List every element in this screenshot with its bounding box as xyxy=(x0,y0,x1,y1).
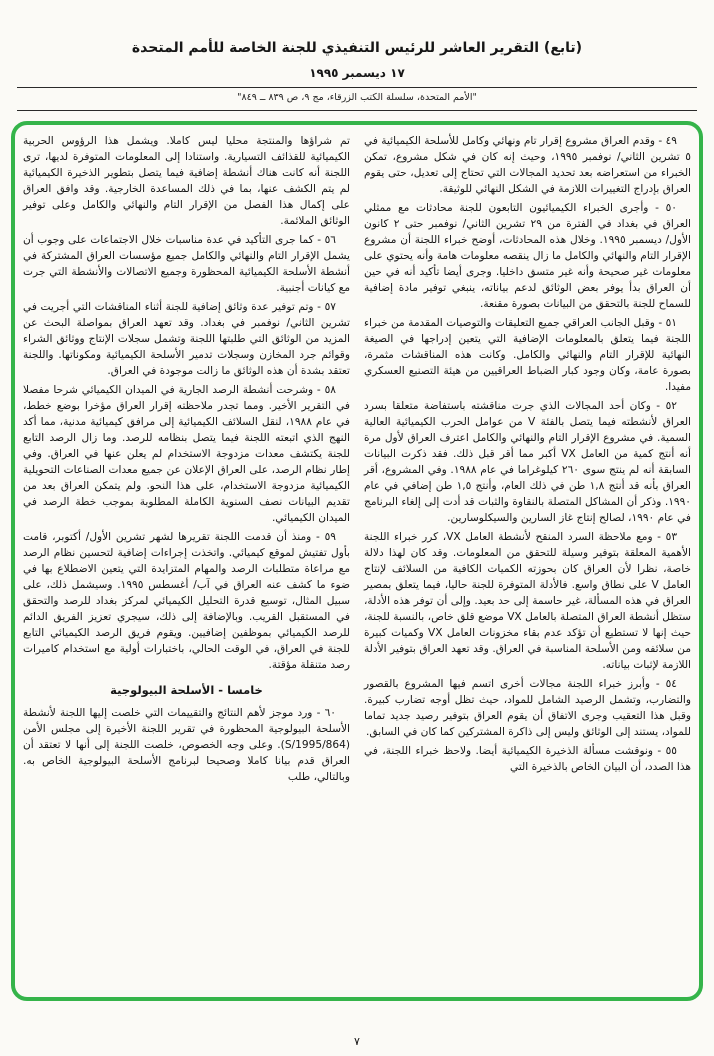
column-left xyxy=(23,133,350,991)
paragraph-60: ٦٠ - ورد موجز لأهم النتائج والتقييمات التي خلصت إليها اللجنة لأنشطة الأسلحة البيولوجية المحظورة في تقرير اللجنة الأخيرة إلى مجلس الأمن (S/1995/864). وعلى وجه الخصوص، خلصت اللجنة إلى أنها لا تعتقد أن العراق قدم بيانا كاملا وصحيحا لبرنامج الأسلحة البيولوجية الخاص به. وبالتالي، طلب xyxy=(23,707,350,783)
two-column-text xyxy=(23,133,691,991)
header-divider-bottom xyxy=(17,110,697,111)
page-header xyxy=(0,0,714,111)
report-title: (تابع) التقرير العاشر للرئيس التنفيذي للجنة الخاصة للأمم المتحدة xyxy=(131,40,583,56)
content-border xyxy=(11,121,703,1001)
section-heading-biological-weapons: خامسا - الأسلحة البيولوجية xyxy=(110,683,263,697)
paragraph-50: ٥٠ - وأجرى الخبراء الكيميائيون التابعون للجنة محادثات مع ممثلي العراق في بغداد في الفترة من ٢٩ تشرين الثاني/ نوفمبر حتى ٢ كانون الأول/ ديسمبر ١٩٩٥. وخلال هذه المحادثات، أوضح خبراء اللجنة أن مشروع الإقرار التام والنهائي والكامل ما زال ينقصه معلومات هامة وأنه يحتوي على معلومات غير صحيحة وأنه غير متسق داخليا. وجرى أيضا تأكيد أنه في حين أن العراق بدأ يوفر بعض الوثائق لدعم بياناته، ينبغي توفير مادة إضافية للسماح للجنة بالتحقق من البيانات بصورة مقنعة. xyxy=(364,202,691,310)
paragraph-55: ٥٥ - ونوقشت مسألة الذخيرة الكيميائية أيضا. ولاحظ خبراء اللجنة، في هذا الصدد، أن البيان الخاص بالذخيرة التي xyxy=(364,745,691,773)
paragraph-59: ٥٩ - ومنذ أن قدمت اللجنة تقريرها لشهر تشرين الأول/ أكتوبر، قامت بأول تفتيش لموقع كيميائي. واتخذت إجراءات إضافية لتحسين نظام الرصد مع مراعاة متطلبات الرصد والمهام المتزايدة التي يتعين الاضطلاع بها في ضوء ما كشف عنه العراق في آب/ أغسطس ١٩٩٥. وسيشمل ذلك، على سبيل المثال، توسيع قدرة التحليل الكيميائي لمركز بغداد للرصد والتحقق في المستقبل القريب. وبالإضافة إلى ذلك، سيجري تعزيز الفريق الدائم للرصد الكيميائي بموظفين إضافيين. ويقوم فريق الرصد الكيميائي التابع للجنة في العراق، في الوقت الحالي، باختبارات أولية مع استخدام كاميرات رصد متنقلة مؤقتة. xyxy=(23,531,350,671)
header-divider-top xyxy=(17,87,697,88)
page-number: ٧ xyxy=(354,1035,360,1048)
paragraph-49: ٤٩ - وقدم العراق مشروع إقرار تام ونهائي وكامل للأسلحة الكيميائية في ٥ تشرين الثاني/ نوفمبر ١٩٩٥، وحيث إنه كان في شكل مشروع، تمكن الخبراء من استعراضه بعد تحديد المجالات التي تحتاج إلى تعديل، حتى يقوم العراق بإدراج التغييرات اللازمة في الشكل النهائي للوثيقة. xyxy=(364,135,691,195)
paragraph-56: ٥٦ - كما جرى التأكيد في عدة مناسبات خلال الاجتماعات على وجوب أن يشمل الإقرار التام والنهائي والكامل جميع مؤسسات العراق المشتركة في أنشطة الأسلحة الكيميائية المحظورة وجميع الاتصالات والأنشطة التي جرت مع كيانات أجنبية. xyxy=(23,234,350,294)
paragraph-51: ٥١ - وقبل الجانب العراقي جميع التعليقات والتوصيات المقدمة من خبراء اللجنة فيما يتعلق بالمعلومات الإضافية التي يتعين إدراجها في الصيغة النهائية للإقرار التام والنهائي والكامل. وكانت هذه المناقشات مثمرة، بصورة عامة، وكان وجود كبار الضباط العراقيين من هيئة التصنيع العسكري مفيدا. xyxy=(364,317,691,393)
paragraph-58: ٥٨ - وشرحت أنشطة الرصد الجارية في الميدان الكيميائي شرحا مفصلا في التقرير الأخير. ومما تجدر ملاحظته إقرار العراق مؤخرا بوضع خطط، في عام ١٩٨٨، لنقل السلائف الكيميائية إلى مرافق كيميائية مدنية، مما أكد النهج الذي اتبعته اللجنة فيما يتصل بنظامه للرصد. وما زال الرصد التابع للجنة يكتشف معدات مزدوجة الاستخدام لم يعلن عنها في العراق. وفي إطار نظام الرصد، على العراق الإعلان عن جميع معدات الصناعات التحويلية الكيميائية مزدوجة الاستخدام، على هذا النحو. ولم يتمكن العراق بعد من تقديم البيانات نصف السنوية الكاملة المطلوبة بموجب خطة الرصد في الميدان الكيميائي. xyxy=(23,384,350,524)
paragraph-52: ٥٢ - وكان أحد المجالات الذي جرت مناقشته باستفاضة متعلقا بسرد العراق لأنشطته فيما يتصل بالفئة V من عوامل الحرب الكيميائية العالية السمية. في مشروع الإقرار التام والنهائي والكامل اعترف العراق لأول مرة أنه أنتج كمية من العامل VX أكبر مما أقر قبل ذلك. فقد ذكرت البيانات السابقة أنه لم ينتج سوى ٢٦٠ كيلوغراما في عام ١٩٨٨. وفي المشروع، أقر العراق بأنه قد أنتج ١,٨ طن في ذلك العام، وأنتج ١,٥ طن إضافي في عام ١٩٩٠. وذكر أن المشاكل المتصلة بالنقاوة والثبات قد أدت إلى إلغاء البرنامج في عام ١٩٩٠، لصالح إنتاج غاز السارين والسيكلوسارين. xyxy=(364,400,692,524)
column-right xyxy=(364,133,691,991)
paragraph-55-continuation: تم شراؤها والمنتجة محليا ليس كاملا. ويشمل هذا الرؤوس الحربية الكيميائية للقذائف التسيارية. واستنادا إلى المعلومات المتوفرة لديها، ترى اللجنة أنه كانت هناك أنشطة إضافية فيما يتصل بتطوير الذخيرة الكيميائية لم يتم الكشف عنها، بما في ذلك المساعدة الخارجية. وقد وافق العراق على إكمال هذا الفصل من الإقرار التام والنهائي والكامل وعلى توفير الوثائق الملائمة. xyxy=(23,135,350,227)
source-citation: "الأمم المتحدة، سلسلة الكتب الزرقاء، مج ٩، ص ٨٣٩ ــ ٨٤٩" xyxy=(237,92,477,103)
report-date: ١٧ ديسمبر ١٩٩٥ xyxy=(309,66,405,80)
paragraph-53: ٥٣ - ومع ملاحظة السرد المنقح لأنشطة العامل VX، كرر خبراء اللجنة الأهمية المعلقة بتوفير وسيلة للتحقق من المعلومات. وقد كان لهذا دلالة خاصة، نظرا لأن العراق كان بحوزته الكميات الكافية من السلائف لإنتاج العامل V على نطاق واسع. فالأدلة المتوفرة للجنة حاليا، فيما يتعلق بمصير العراق في هذه المسألة، غير حاسمة إلى حد بعيد. وإلى أن توفر هذه الأدلة، ستظل أنشطة العراق المتصلة بالعامل VX موضع قلق خاص، بالنسبة للجنة، حيث إنها لا تستطيع أن تؤكد عدم بقاء مخزونات العامل VX وكميات كبيرة من سلائفه ومن الأسلحة المناسبة في العراق. وقد تعهد العراق بتوفير الأدلة اللازمة لإثبات بياناته. xyxy=(364,531,692,671)
paragraph-54: ٥٤ - وأبرز خبراء اللجنة مجالات أخرى اتسم فيها المشروع بالقصور والتضارب، وتشمل الرصيد الشامل للمواد، حيث تظل أوجه تضارب كبيرة. وقبل هذا التعقيب وجرى الاتفاق أن يقوم العراق بتوفير رصيد جديد تماما للمواد، يستند إلى الوثائق وليس إلى ذاكرة المشتركين كما كان في السابق. xyxy=(364,678,691,738)
paragraph-57: ٥٧ - وتم توفير عدة وثائق إضافية للجنة أثناء المناقشات التي أجريت في تشرين الثاني/ نوفمبر في بغداد. وقد تعهد العراق بمواصلة البحث عن المزيد من الوثائق التي طلبتها اللجنة وتشمل سجلات الإنتاج ووثائق الشراء وقوائم جرد المخازن وسجلات تدمير الأسلحة الكيميائية ومكوناتها. واللجنة تعتقد بشدة أن هذه الوثائق ما زالت موجودة في العراق. xyxy=(23,301,350,377)
